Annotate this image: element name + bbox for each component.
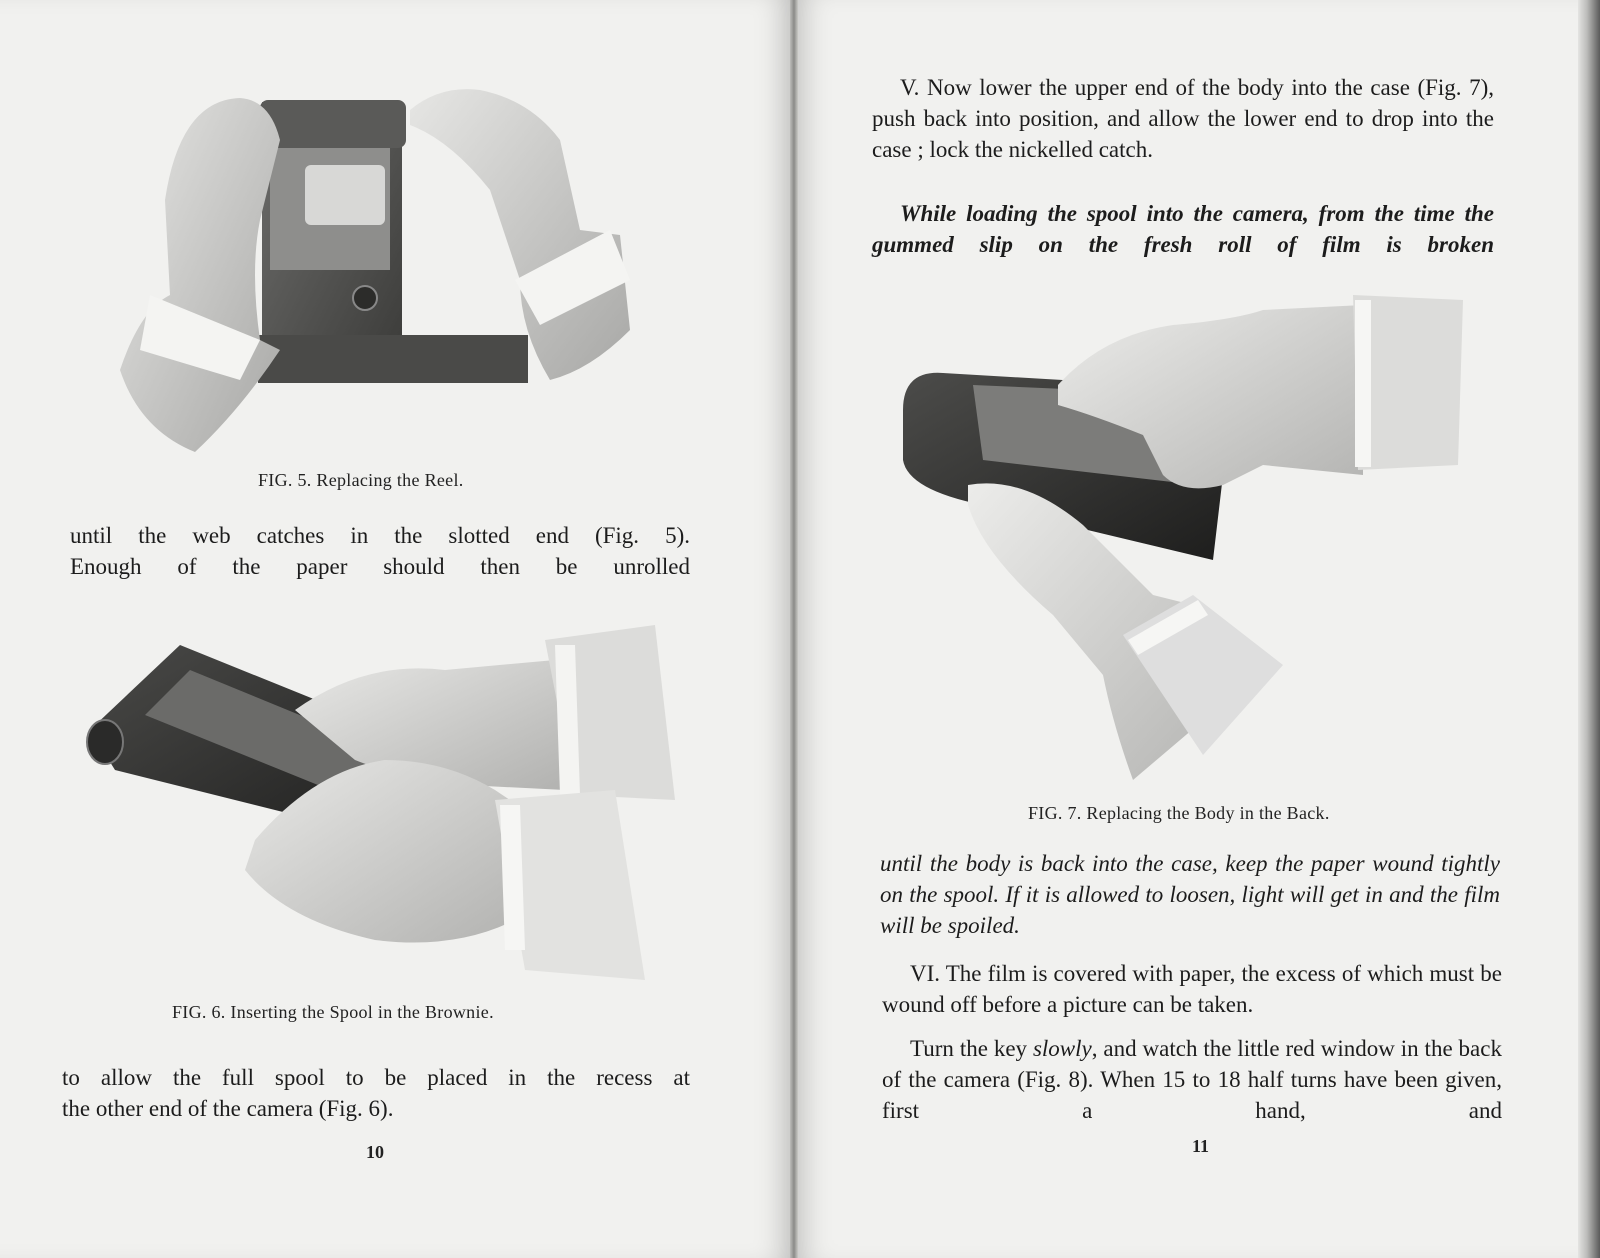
warning-continued-paragraph xyxy=(880,848,1500,941)
section-5-numeral: V. xyxy=(900,75,920,100)
figure-7-caption: FIG. 7. Replacing the Body in the Back. xyxy=(1028,803,1330,823)
section-5-paragraph xyxy=(872,72,1494,165)
page-edge-shadow xyxy=(1578,0,1600,1258)
section-5-text: Now lower the upper end of the body into the case (Fig. 7), push back into position, and allow the lower end to drop into the case ; lock the nickelled catch. xyxy=(872,75,1494,162)
figure-7-illustration xyxy=(903,295,1473,785)
figure-5-caption: FIG. 5. Replacing the Reel. xyxy=(258,470,464,490)
turn-key-text-rest: , and watch the little red window in the back of the camera (Fig. 8). When 15 to 18 half turns have been given, first a hand, and xyxy=(882,1036,1502,1123)
left-text-1-line-1: until the web catches in the slotted end (Fig. 5). xyxy=(70,523,690,548)
warning-paragraph xyxy=(872,198,1494,260)
book-gutter xyxy=(790,0,798,1258)
left-text-2-line-1: to allow the full spool to be placed in the recess at xyxy=(62,1065,690,1090)
section-6-text: The film is covered with paper, the excess of which must be wound off before a picture can be taken. xyxy=(882,961,1502,1017)
turn-key-slowly: slowly xyxy=(1032,1036,1092,1061)
left-text-2-line-2: the other end of the camera (Fig. 6). xyxy=(62,1096,394,1121)
left-text-1-line-2: Enough of the paper should then be unrolled xyxy=(70,554,690,579)
warning-continued-text: until the body is back into the case, keep the paper wound tightly on the spool. If it is allowed to loosen, light will get in and the film will be spoiled. xyxy=(880,851,1500,938)
left-text-block-1 xyxy=(70,520,690,582)
left-text-block-2 xyxy=(62,1062,690,1124)
section-6-numeral: VI. xyxy=(910,961,941,986)
figure-6-illustration xyxy=(85,620,675,990)
page-number-left: 10 xyxy=(366,1142,384,1162)
left-page xyxy=(0,0,790,1258)
warning-text: While loading the spool into the camera, from the time the gummed slip on the fresh roll of film is broken xyxy=(872,201,1494,257)
section-6-paragraph xyxy=(882,958,1502,1020)
turn-key-paragraph xyxy=(882,1033,1502,1126)
right-page xyxy=(798,0,1600,1258)
figure-6-caption: FIG. 6. Inserting the Spool in the Brownie. xyxy=(172,1002,494,1022)
figure-5-illustration xyxy=(110,80,640,460)
page-number-right: 11 xyxy=(1192,1136,1210,1156)
turn-key-text-start: Turn the key xyxy=(910,1036,1033,1061)
